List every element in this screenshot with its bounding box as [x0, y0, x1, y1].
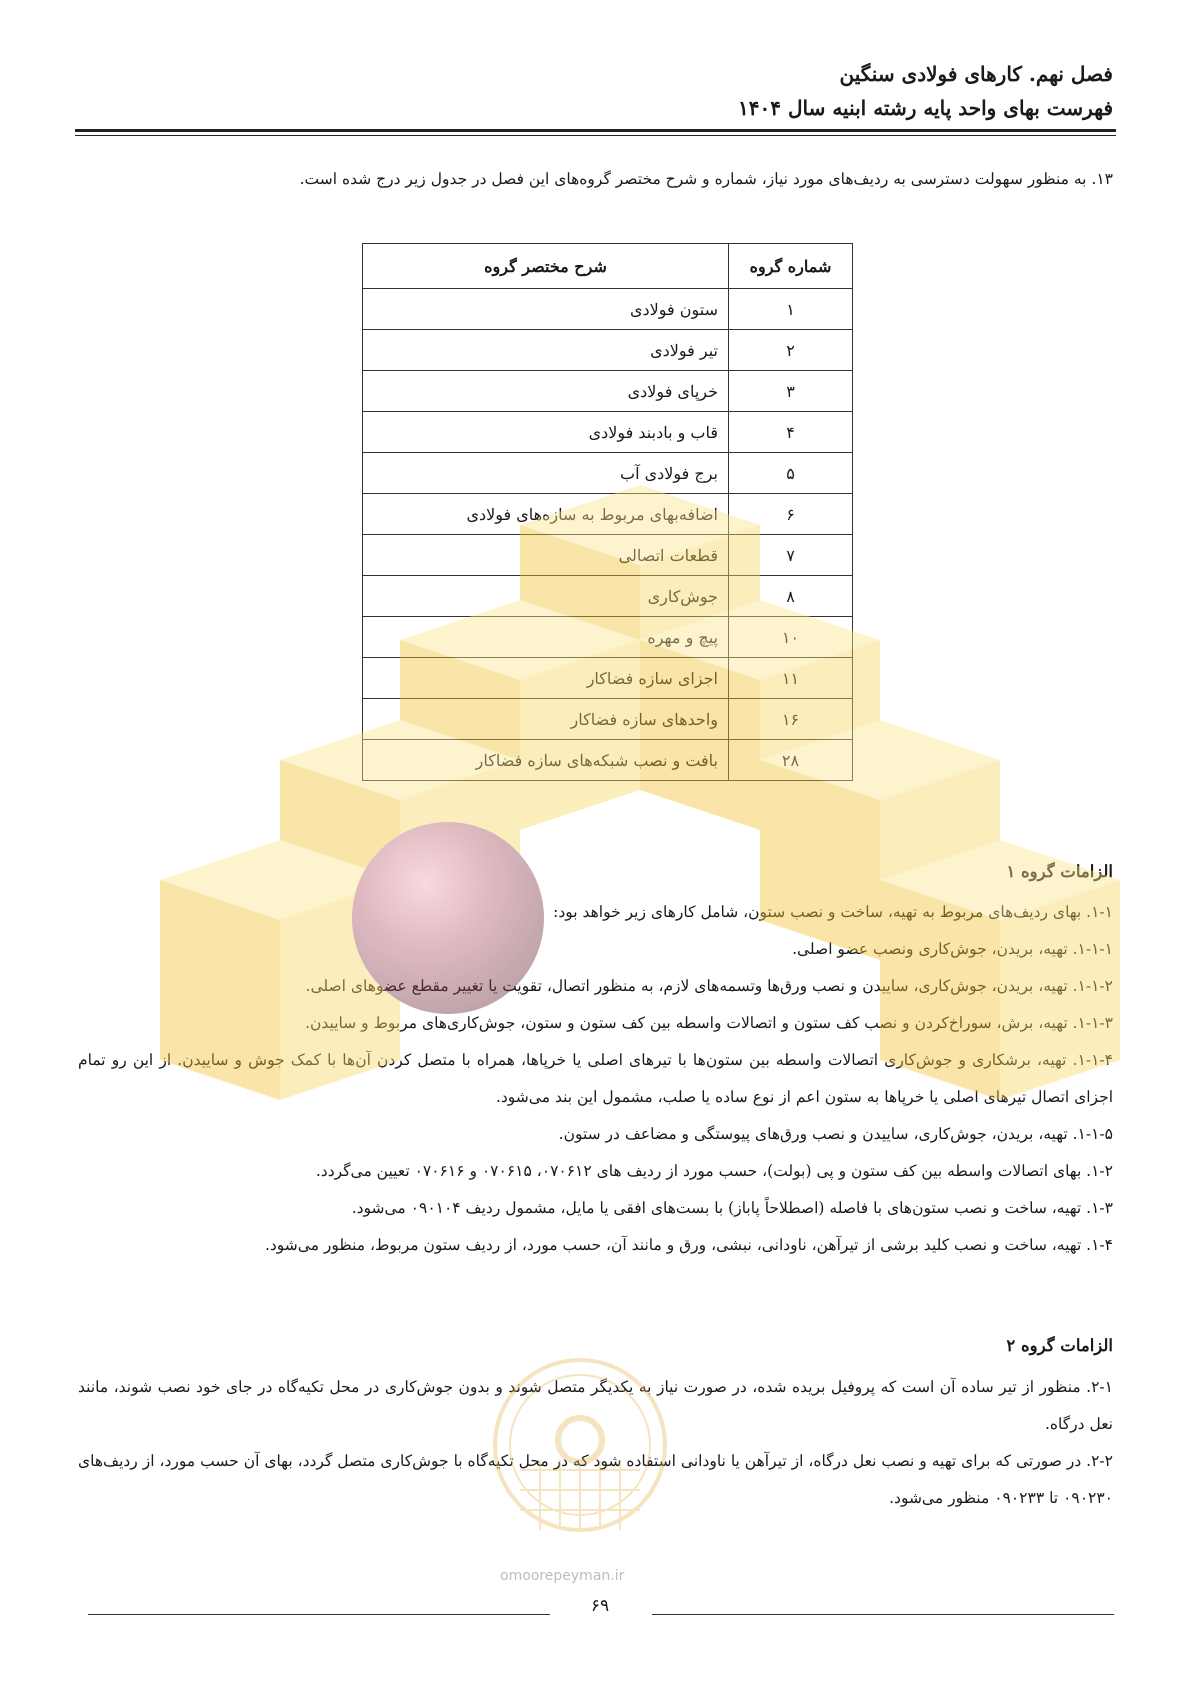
group-desc: برج فولادی آب	[363, 453, 729, 494]
chapter-title: فصل نهم. کارهای فولادی سنگین	[839, 62, 1113, 86]
group-number: ۵	[729, 453, 853, 494]
table-row	[363, 494, 853, 535]
table-row	[363, 330, 853, 371]
group1-paragraph: ۱-۱. بهای ردیف‌های مربوط به تهیه، ساخت و نصب ستون، شامل کارهای زیر خواهد بود:	[553, 903, 1113, 921]
group-number: ۸	[729, 576, 853, 617]
group-desc: خرپای فولادی	[363, 371, 729, 412]
group2-paragraph: ۲-۱. منظور از تیر ساده آن است که پروفیل بریده شده، در صورت نیاز به یکدیگر متصل شوند و بدون جوش‌کاری در محل تکیه‌گاه در جای خود نصب شوند، مانند نعل درگاه.	[78, 1378, 1113, 1433]
header-rule-thin	[75, 135, 1116, 136]
table-row	[363, 412, 853, 453]
table-row	[363, 371, 853, 412]
group-number: ۱۱	[729, 658, 853, 699]
group-desc: قطعات اتصالی	[363, 535, 729, 576]
group-desc: تیر فولادی	[363, 330, 729, 371]
footer-rule-right	[652, 1614, 1114, 1615]
table-row	[363, 699, 853, 740]
table-row	[363, 658, 853, 699]
group-desc: اجزای سازه فضاکار	[363, 658, 729, 699]
group1-paragraph: ۱-۱-۴. تهیه، برشکاری و جوش‌کاری اتصالات واسطه بین ستون‌ها با تیرهای اصلی یا خرپاها، همراه با متصل کردن آن‌ها با کمک جوش و ساییدن. از این رو تمام اجزای اتصال تیرهای اصلی یا خرپاها به ستون اعم از نوع ساده یا صلب، مشمول این بند می‌شود.	[78, 1051, 1113, 1106]
group1-title: الزامات گروه ۱	[1006, 862, 1113, 881]
group2-body	[78, 1369, 1113, 1517]
group-desc: اضافه‌بهای مربوط به سازه‌های فولادی	[363, 494, 729, 535]
watermark-site: omoorepeyman.ir	[500, 1568, 625, 1584]
group-number: ۶	[729, 494, 853, 535]
table-header-row	[363, 244, 853, 289]
header-rule	[75, 129, 1116, 132]
groups-table	[362, 243, 853, 781]
col-header-number: شماره گروه	[729, 244, 853, 289]
group-number: ۲۸	[729, 740, 853, 781]
group1-paragraph: ۱-۴. تهیه، ساخت و نصب کلید برشی از تیرآهن، ناودانی، نبشی، ورق و مانند آن، حسب مورد، از ردیف ستون مربوط، منظور می‌شود.	[264, 1236, 1113, 1254]
group1-paragraph: ۱-۱-۱. تهیه، بریدن، جوش‌کاری ونصب عضو اصلی.	[792, 940, 1113, 958]
col-header-desc: شرح مختصر گروه	[363, 244, 729, 289]
table-row	[363, 289, 853, 330]
intro-paragraph: ۱۳. به منظور سهولت دسترسی به ردیف‌های مورد نیاز، شماره و شرح مختصر گروه‌های این فصل در جدول زیر درج شده است.	[299, 170, 1113, 188]
group-number: ۱۶	[729, 699, 853, 740]
table-row	[363, 740, 853, 781]
group2-paragraph: ۲-۲. در صورتی که برای تهیه و نصب نعل درگاه، از تیرآهن یا ناودانی استفاده شود که در محل تکیه‌گاه با جوش‌کاری متصل گردد، بهای آن حسب مورد، از ردیف‌های ۰۹۰۲۳۰ تا ۰۹۰۲۳۳ منظور می‌شود.	[78, 1452, 1113, 1507]
group1-paragraph: ۱-۳. تهیه، ساخت و نصب ستون‌های با فاصله (اصطلاحاً پاباز) با بست‌های افقی یا مایل، مشمول ردیف ۰۹۰۱۰۴ می‌شود.	[351, 1199, 1113, 1217]
group-desc: پیچ و مهره	[363, 617, 729, 658]
footer-rule-left	[88, 1614, 550, 1615]
table-row	[363, 535, 853, 576]
group2-title: الزامات گروه ۲	[1006, 1336, 1113, 1355]
group-desc: ستون فولادی	[363, 289, 729, 330]
group1-paragraph: ۱-۱-۵. تهیه، بریدن، جوش‌کاری، ساییدن و نصب ورق‌های پیوستگی و مضاعف در ستون.	[558, 1125, 1113, 1143]
group-desc: واحدهای سازه فضاکار	[363, 699, 729, 740]
table-row	[363, 617, 853, 658]
group-number: ۱	[729, 289, 853, 330]
group1-body	[78, 894, 1113, 1264]
group-number: ۴	[729, 412, 853, 453]
table-row	[363, 576, 853, 617]
group-number: ۷	[729, 535, 853, 576]
book-title: فهرست بهای واحد پایه رشته ابنیه سال ۱۴۰۴	[738, 96, 1113, 120]
page-number: ۶۹	[590, 1596, 610, 1616]
group1-paragraph: ۱-۱-۲. تهیه، بریدن، جوش‌کاری، ساییدن و نصب ورق‌ها وتسمه‌های لازم، به منظور اتصال، تقویت یا تغییر مقطع عضوهای اصلی.	[305, 977, 1113, 995]
group-desc: بافت و نصب شبکه‌های سازه فضاکار	[363, 740, 729, 781]
group-number: ۱۰	[729, 617, 853, 658]
group-desc: قاب و بادبند فولادی	[363, 412, 729, 453]
group1-paragraph: ۱-۱-۳. تهیه، برش، سوراخ‌کردن و نصب کف ستون و اتصالات واسطه بین کف ستون و ستون، جوش‌کاری‌های مربوط و ساییدن.	[305, 1014, 1113, 1032]
group-number: ۲	[729, 330, 853, 371]
group-number: ۳	[729, 371, 853, 412]
table-row	[363, 453, 853, 494]
group-desc: جوش‌کاری	[363, 576, 729, 617]
group1-paragraph: ۱-۲. بهای اتصالات واسطه بین کف ستون و پی (بولت)، حسب مورد از ردیف های ۰۷۰۶۱۲، ۰۷۰۶۱۵ و ۰۷۰۶۱۶ تعیین می‌گردد.	[315, 1162, 1113, 1180]
